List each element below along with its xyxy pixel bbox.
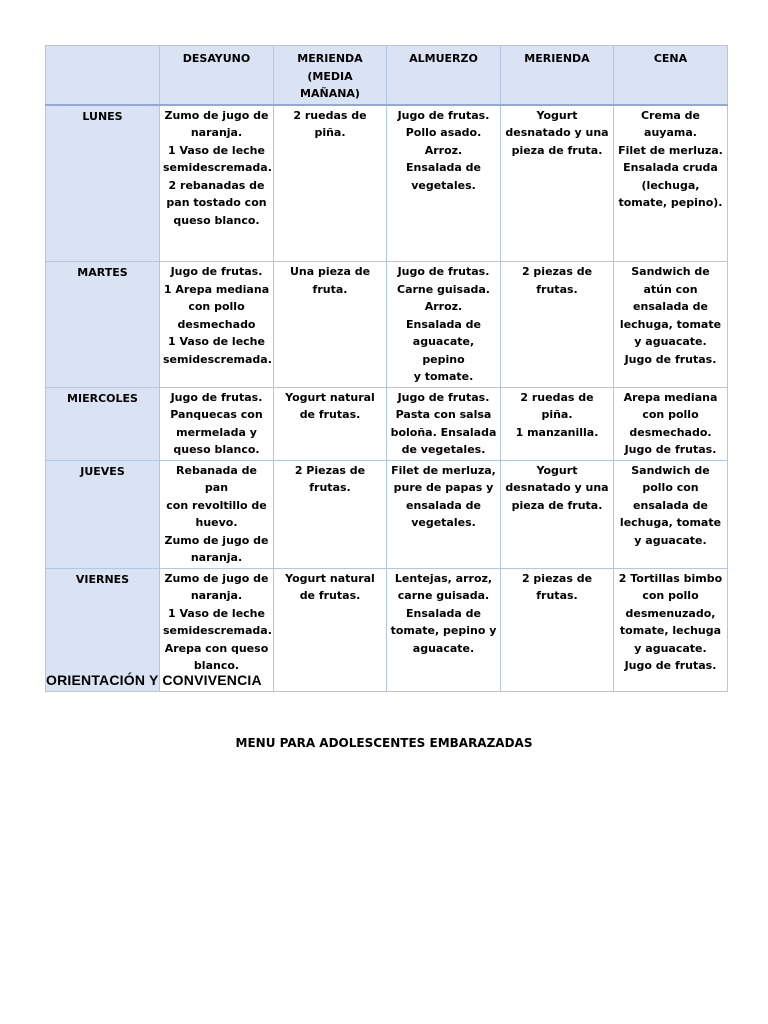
meal-cell: Yogurt desnatado y una pieza de fruta.: [501, 460, 614, 568]
meal-cell: 2 ruedas de piña. 1 manzanilla.: [501, 387, 614, 460]
document-subtitle: MENU PARA ADOLESCENTES EMBARAZADAS: [235, 736, 533, 750]
meal-cell: Zumo de jugo de naranja. 1 Vaso de leche semidescremada. 2 rebanadas de pan tostado con queso blanco.: [160, 105, 274, 262]
meal-cell: Jugo de frutas. Panquecas con mermelada y queso blanco.: [160, 387, 274, 460]
table-header-row: [46, 46, 728, 105]
header-desayuno: DESAYUNO: [160, 46, 274, 105]
table-row: [46, 460, 728, 568]
meal-cell: Yogurt desnatado y una pieza de fruta.: [501, 105, 614, 262]
table-row: [46, 387, 728, 460]
header-merienda: MERIENDA: [501, 46, 614, 105]
meal-cell: Rebanada de pan con revoltillo de huevo. Zumo de jugo de naranja.: [160, 460, 274, 568]
day-label-cell: LUNES: [46, 105, 160, 262]
section-title: ORIENTACIÓN Y CONVIVENCIA: [46, 672, 262, 688]
meal-plan-table: [45, 45, 728, 692]
meal-cell: Arepa mediana con pollo desmechado. Jugo de frutas.: [614, 387, 728, 460]
meal-cell: 2 Tortillas bimbo con pollo desmenuzado, tomate, lechuga y aguacate. Jugo de frutas.: [614, 568, 728, 691]
header-cena: CENA: [614, 46, 728, 105]
header-almuerzo: ALMUERZO: [387, 46, 501, 105]
meal-cell: Zumo de jugo de naranja. 1 Vaso de leche semidescremada. Arepa con queso blanco.: [160, 568, 274, 691]
meal-cell: Lentejas, arroz, carne guisada. Ensalada de tomate, pepino y aguacate.: [387, 568, 501, 691]
meal-cell: Filet de merluza, pure de papas y ensalada de vegetales.: [387, 460, 501, 568]
day-label-cell: MARTES: [46, 262, 160, 388]
meal-cell: 2 ruedas de piña.: [274, 105, 387, 262]
meal-cell: 2 piezas de frutas.: [501, 568, 614, 691]
meal-cell: Jugo de frutas. 1 Arepa mediana con pollo desmechado 1 Vaso de leche semidescremada.: [160, 262, 274, 388]
header-merienda-media-manana: MERIENDA (MEDIA MAÑANA): [274, 46, 387, 105]
day-label-cell: MIERCOLES: [46, 387, 160, 460]
meal-cell: Jugo de frutas. Pasta con salsa boloña. Ensalada de vegetales.: [387, 387, 501, 460]
meal-cell: Yogurt natural de frutas.: [274, 387, 387, 460]
meal-cell: Yogurt natural de frutas.: [274, 568, 387, 691]
table-row: [46, 262, 728, 388]
meal-cell: Sandwich de atún con ensalada de lechuga, tomate y aguacate. Jugo de frutas.: [614, 262, 728, 388]
meal-cell: Una pieza de fruta.: [274, 262, 387, 388]
meal-cell: Jugo de frutas. Carne guisada. Arroz. Ensalada de aguacate, pepino y tomate.: [387, 262, 501, 388]
header-corner-cell: [46, 46, 160, 105]
day-label-cell: VIERNES: [46, 568, 160, 691]
meal-cell: 2 Piezas de frutas.: [274, 460, 387, 568]
meal-cell: Sandwich de pollo con ensalada de lechuga, tomate y aguacate.: [614, 460, 728, 568]
meal-cell: 2 piezas de frutas.: [501, 262, 614, 388]
day-label-cell: JUEVES: [46, 460, 160, 568]
table-row: [46, 105, 728, 262]
meal-cell: Jugo de frutas. Pollo asado. Arroz. Ensalada de vegetales.: [387, 105, 501, 262]
meal-cell: Crema de auyama. Filet de merluza. Ensalada cruda (lechuga, tomate, pepino).: [614, 105, 728, 262]
